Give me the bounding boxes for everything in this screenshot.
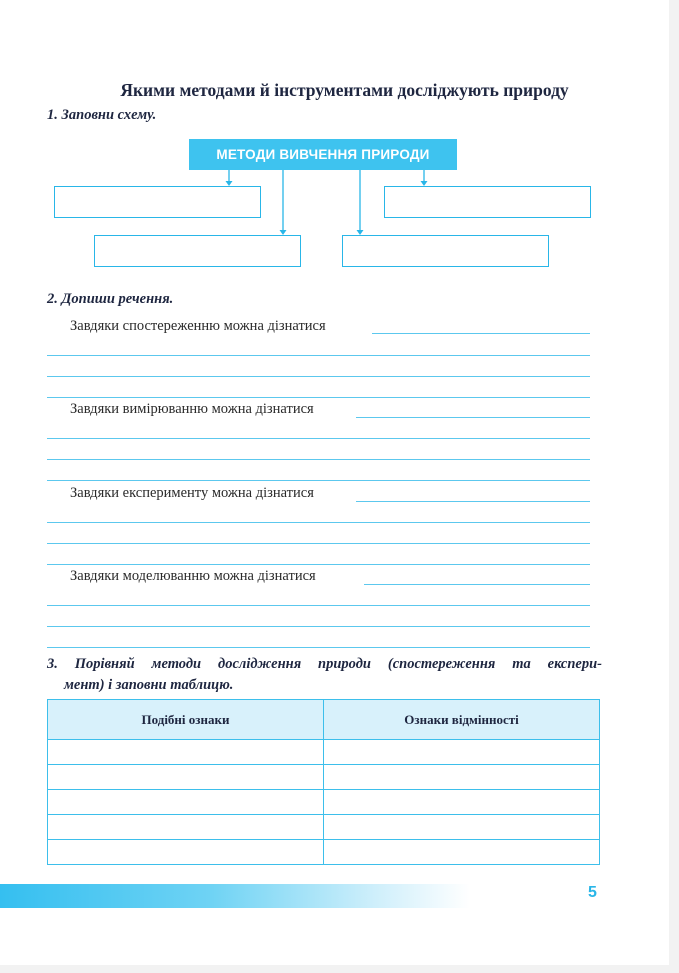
table-cell[interactable]	[48, 840, 324, 865]
table-cell[interactable]	[324, 765, 600, 790]
task1-label: 1. Заповни схему.	[47, 107, 157, 123]
method-box-4[interactable]	[342, 235, 549, 267]
answer-line[interactable]	[372, 333, 590, 334]
table-cell[interactable]	[324, 790, 600, 815]
table-row	[48, 840, 600, 865]
page-title: Якими методами й інструментами досліджують природу	[120, 80, 569, 100]
answer-line[interactable]	[47, 376, 590, 377]
task3-label-line1: 3. Порівняй методи дослідження природи (спостереження та експери-	[47, 656, 602, 672]
task3-label-line2: мент) і заповни таблицю.	[64, 677, 234, 693]
footer-band	[0, 884, 470, 908]
sentence-modeling: Завдяки моделюванню можна дізнатися	[70, 568, 316, 584]
table-row	[48, 740, 600, 765]
table-row	[48, 765, 600, 790]
table-cell[interactable]	[48, 740, 324, 765]
table-row	[48, 790, 600, 815]
answer-line[interactable]	[47, 480, 590, 481]
table-cell[interactable]	[324, 815, 600, 840]
answer-line[interactable]	[356, 417, 590, 418]
answer-line[interactable]	[47, 626, 590, 627]
table-cell[interactable]	[48, 815, 324, 840]
answer-line[interactable]	[47, 355, 590, 356]
table-cell[interactable]	[48, 790, 324, 815]
answer-line[interactable]	[47, 459, 590, 460]
task2-label: 2. Допиши речення.	[47, 291, 174, 307]
method-box-2[interactable]	[384, 186, 591, 218]
answer-line[interactable]	[47, 647, 590, 648]
answer-line[interactable]	[47, 522, 590, 523]
answer-line[interactable]	[47, 397, 590, 398]
method-box-3[interactable]	[94, 235, 301, 267]
header-different-features: Ознаки відмінності	[324, 700, 600, 740]
table-cell[interactable]	[324, 840, 600, 865]
page-number: 5	[588, 884, 597, 901]
diagram-title: МЕТОДИ ВИВЧЕННЯ ПРИРОДИ	[189, 139, 457, 170]
sentence-observation: Завдяки спостереженню можна дізнатися	[70, 318, 326, 334]
answer-line[interactable]	[364, 584, 590, 585]
answer-line[interactable]	[47, 438, 590, 439]
comparison-table	[47, 699, 600, 865]
table-row	[48, 815, 600, 840]
sentence-experiment: Завдяки експерименту можна дізнатися	[70, 485, 314, 501]
table-cell[interactable]	[324, 740, 600, 765]
table-cell[interactable]	[48, 765, 324, 790]
answer-line[interactable]	[47, 543, 590, 544]
method-box-1[interactable]	[54, 186, 261, 218]
sentence-measurement: Завдяки вимірюванню можна дізнатися	[70, 401, 314, 417]
answer-line[interactable]	[47, 605, 590, 606]
answer-line[interactable]	[356, 501, 590, 502]
answer-line[interactable]	[47, 564, 590, 565]
header-similar-features: Подібні ознаки	[48, 700, 324, 740]
